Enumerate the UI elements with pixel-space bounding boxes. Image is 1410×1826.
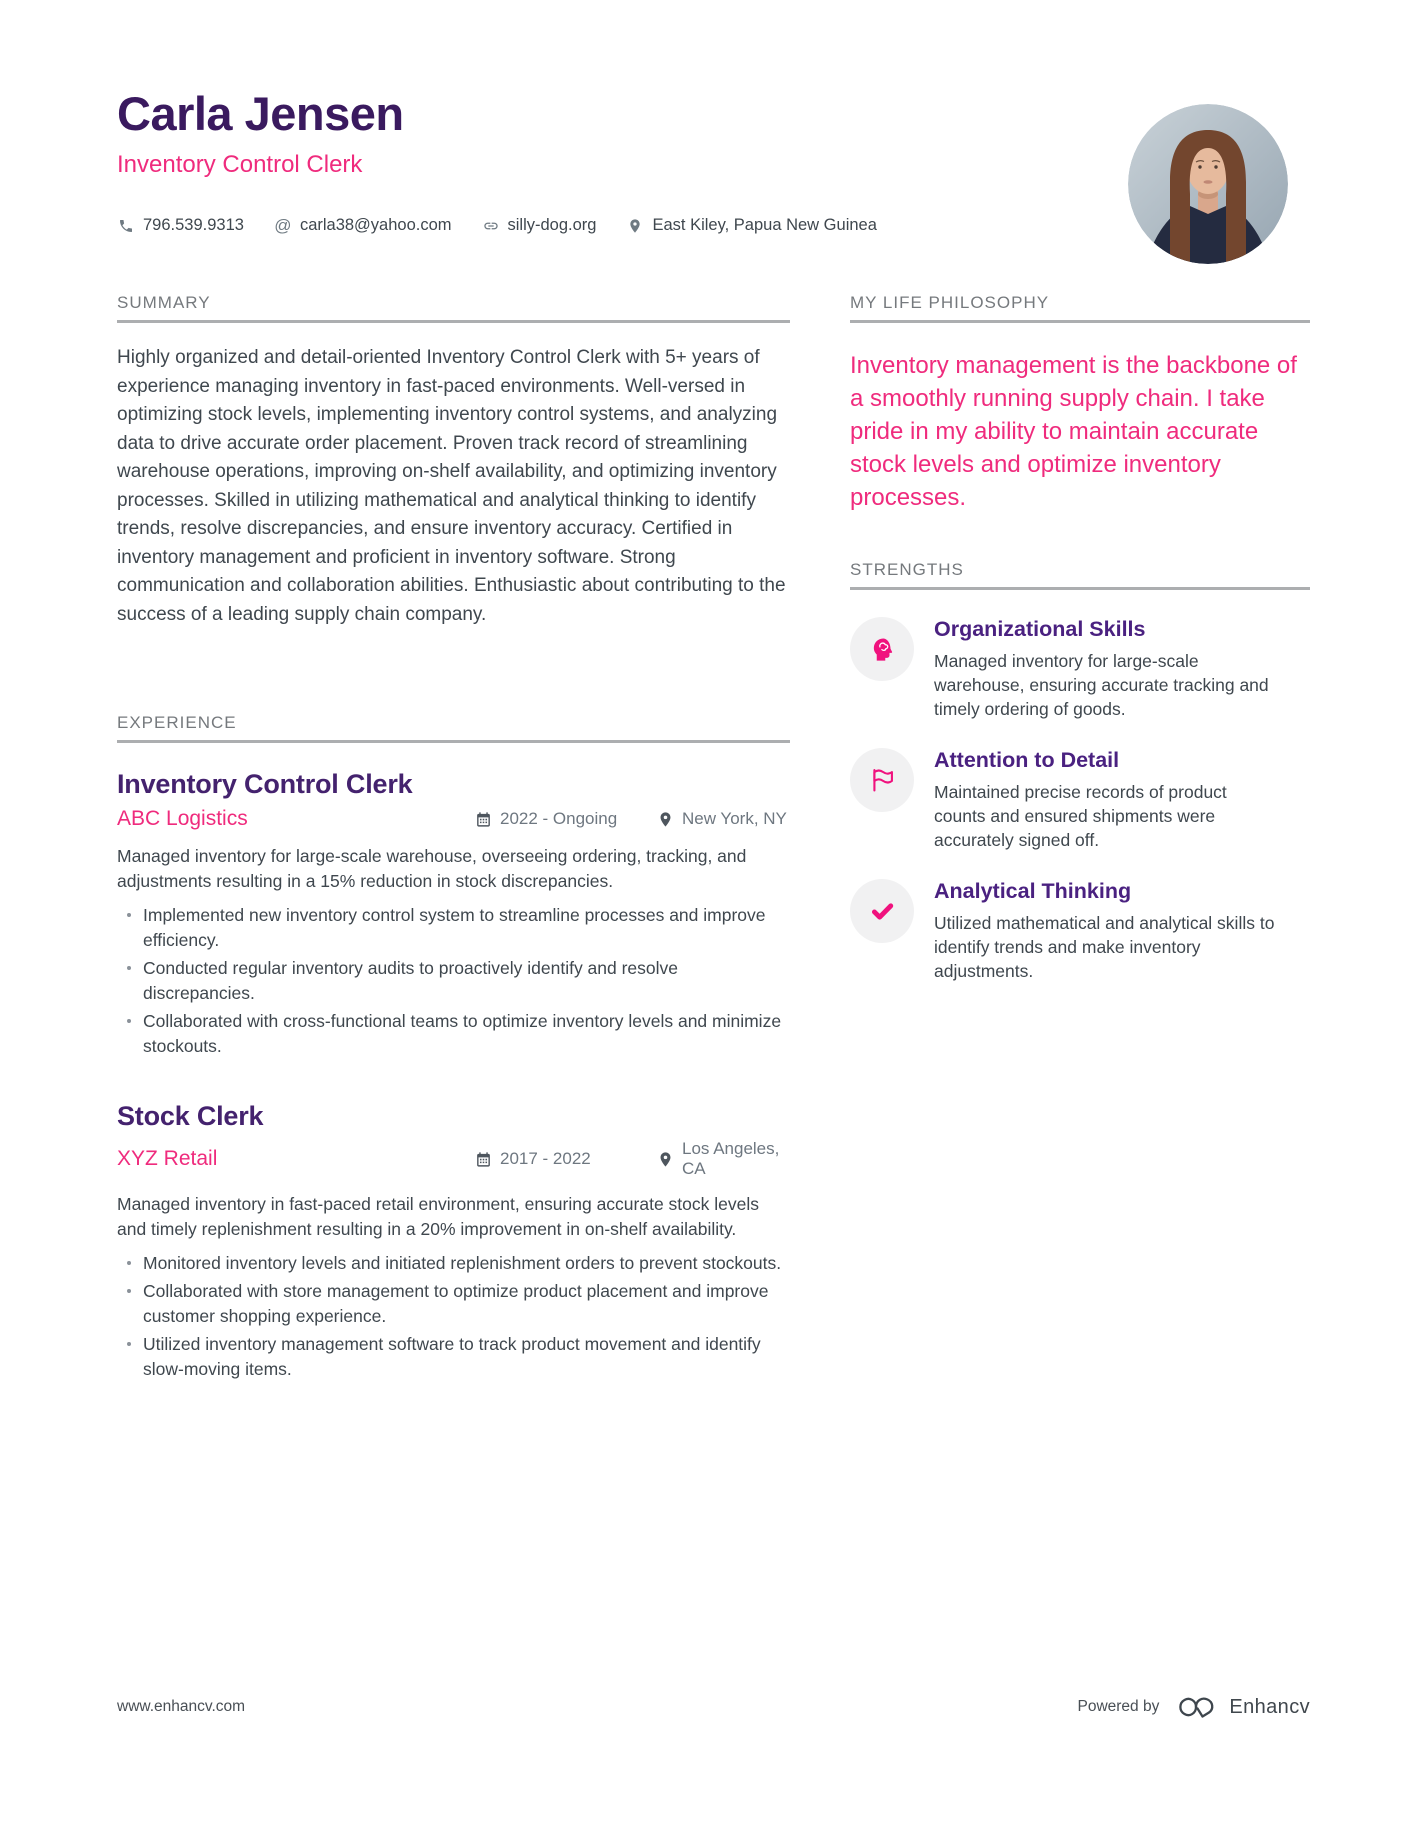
summary-section <box>117 293 790 629</box>
calendar-icon <box>475 811 492 828</box>
powered-by-group <box>1078 1694 1311 1720</box>
job-dates <box>475 809 657 829</box>
philosophy-section <box>850 293 1310 514</box>
strength-content <box>934 879 1279 983</box>
person-job-title: Inventory Control Clerk <box>117 151 363 178</box>
enhancv-infinity-icon <box>1174 1694 1220 1720</box>
job-entry <box>117 1101 790 1382</box>
strength-title: Attention to Detail <box>934 748 1120 772</box>
job-location-text: New York, NY <box>682 809 787 828</box>
contact-phone[interactable] <box>117 216 244 235</box>
job-description: Managed inventory in fast-paced retail environment, ensuring accurate stock levels and timely replenishment resulting in a 20% improvement in on-shelf availability. <box>117 1194 760 1239</box>
page-footer <box>117 1694 1310 1720</box>
strength-content <box>934 748 1279 852</box>
job-company: ABC Logistics <box>117 807 248 830</box>
job-entry <box>117 769 790 1059</box>
strength-description: Managed inventory for large-scale warehouse, ensuring accurate tracking and timely ordering of goods. <box>934 651 1269 719</box>
flag-icon <box>850 748 914 812</box>
job-bullet: Collaborated with store management to optimize product placement and improve customer shopping experience. <box>117 1279 790 1329</box>
at-icon: @ <box>274 215 292 235</box>
job-bullet: Collaborated with cross-functional teams to optimize inventory levels and minimize stockouts. <box>117 1009 790 1059</box>
contact-location-text: East Kiley, Papua New Guinea <box>652 216 877 234</box>
strength-item <box>850 748 1310 852</box>
experience-heading: EXPERIENCE <box>117 713 790 743</box>
summary-heading: SUMMARY <box>117 293 790 323</box>
experience-section <box>117 713 790 1382</box>
powered-by-label: Powered by <box>1077 1698 1160 1715</box>
job-dates <box>475 1149 657 1169</box>
job-dates-text: 2022 - Ongoing <box>500 809 618 828</box>
strength-description: Maintained precise records of product counts and ensured shipments were accurately signed off. <box>934 782 1227 850</box>
job-location <box>657 1139 790 1179</box>
strength-description: Utilized mathematical and analytical skills to identify trends and make inventory adjustments. <box>934 913 1275 981</box>
job-bullet: Implemented new inventory control system to streamline processes and improve efficiency. <box>117 903 790 953</box>
strengths-heading: STRENGTHS <box>850 560 1310 590</box>
right-column <box>850 293 1310 1382</box>
job-bullet-list <box>117 1251 790 1382</box>
job-meta-row <box>117 1139 790 1179</box>
resume-header <box>117 88 1310 235</box>
job-description: Managed inventory for large-scale warehouse, overseeing ordering, tracking, and adjustments resulting in a 15% reduction in stock discrepancies. <box>117 846 747 891</box>
philosophy-heading: MY LIFE PHILOSOPHY <box>850 293 1310 323</box>
strength-content <box>934 617 1279 721</box>
strengths-section <box>850 560 1310 983</box>
person-name: Carla Jensen <box>117 87 404 140</box>
link-icon <box>482 217 500 235</box>
job-bullet: Utilized inventory management software to track product movement and identify slow-moving items. <box>117 1332 790 1382</box>
contact-location <box>626 216 876 235</box>
location-pin-icon <box>657 811 674 828</box>
footer-website-link[interactable]: www.enhancv.com <box>117 1698 246 1715</box>
job-dates-text: 2017 - 2022 <box>500 1149 591 1168</box>
contact-website-text: silly-dog.org <box>507 216 597 234</box>
head-brain-icon <box>850 617 914 681</box>
job-title: Stock Clerk <box>117 1101 264 1131</box>
job-bullet: Monitored inventory levels and initiated replenishment orders to prevent stockouts. <box>117 1251 790 1276</box>
strength-item <box>850 617 1310 721</box>
philosophy-text: Inventory management is the backbone of a smoothly running supply chain. I take pride in my ability to maintain accurate stock levels and optimize inventory processes. <box>850 352 1297 511</box>
strength-title: Organizational Skills <box>934 617 1146 641</box>
left-column <box>117 293 790 1382</box>
enhancv-logo[interactable] <box>1174 1694 1310 1720</box>
location-pin-icon <box>657 1151 674 1168</box>
job-bullet-list <box>117 903 790 1059</box>
job-meta-row <box>117 807 790 831</box>
summary-text: Highly organized and detail-oriented Inventory Control Clerk with 5+ years of experience managing inventory in fast-paced environments. Well-versed in optimizing stock levels, implementing inventory control systems, and analyzing data to drive accurate order placement. Proven track record of streamlining warehouse operations, improving on-shelf availability, and optimizing inventory processes. Skilled in utilizing mathematical and analytical thinking to identify trends, resolve discrepancies, and ensure inventory accuracy. Certified in inventory management and proficient in inventory software. Strong communication and collaboration abilities. Enthusiastic about contributing to the success of a leading supply chain company. <box>117 347 786 625</box>
job-bullet: Conducted regular inventory audits to proactively identify and resolve discrepancies. <box>117 956 790 1006</box>
location-icon <box>626 217 644 235</box>
contact-row <box>117 216 1310 235</box>
contact-email[interactable] <box>274 216 452 235</box>
enhancv-wordmark: Enhancv <box>1229 1695 1310 1718</box>
strength-item <box>850 879 1310 983</box>
strength-title: Analytical Thinking <box>934 879 1132 903</box>
job-company: XYZ Retail <box>117 1147 218 1170</box>
job-location-text: Los Angeles, CA <box>682 1139 780 1178</box>
job-title: Inventory Control Clerk <box>117 769 413 799</box>
job-location <box>657 809 787 829</box>
calendar-icon <box>475 1151 492 1168</box>
contact-website[interactable] <box>482 216 597 235</box>
contact-phone-text: 796.539.9313 <box>143 216 244 234</box>
check-icon <box>850 879 914 943</box>
contact-email-text: carla38@yahoo.com <box>299 216 452 234</box>
phone-icon <box>117 217 135 235</box>
